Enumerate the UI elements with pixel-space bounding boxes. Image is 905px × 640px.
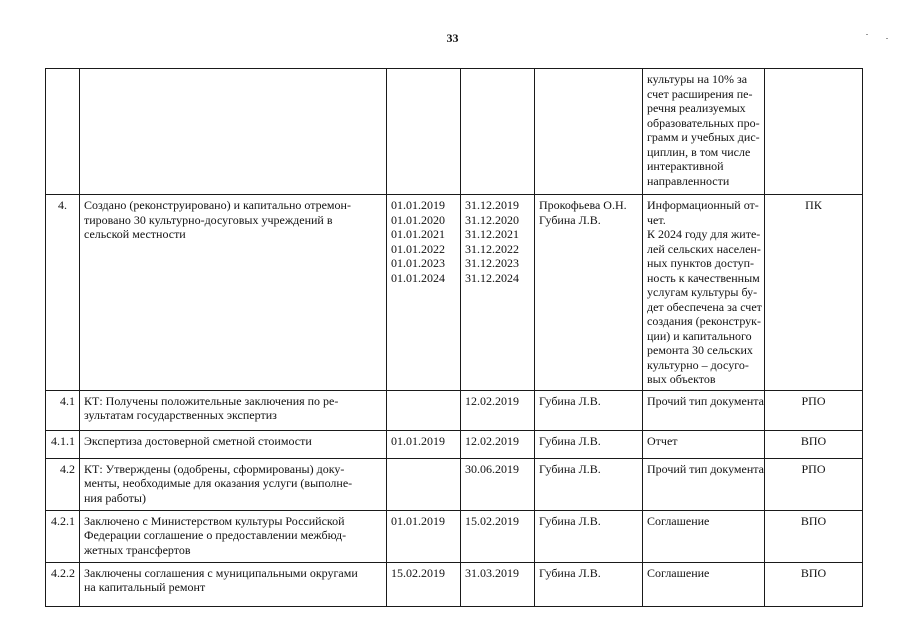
result-description-line: ных пунктов доступ- — [647, 256, 754, 270]
responsible-cell — [535, 390, 643, 430]
result-description-line: услугам культуры бу- — [647, 285, 758, 299]
item-name-cell — [80, 430, 387, 458]
result-description-line: вых объектов — [647, 372, 716, 386]
item-number-cell — [46, 69, 80, 195]
plan-table — [45, 68, 863, 607]
result-description-line: культурно – досуго- — [647, 357, 749, 372]
end-date-line: 31.12.2022 — [465, 241, 519, 256]
item-number-cell: 4.2.1 — [46, 510, 80, 562]
start-date-cell — [387, 562, 461, 606]
result-description-line: речня реализуемых — [647, 101, 746, 115]
table-row — [46, 430, 863, 458]
item-name-line: Заключены соглашения с муниципальными округами — [84, 565, 358, 580]
item-number-cell: 4.2 — [46, 458, 80, 510]
end-date-cell — [461, 69, 535, 195]
start-date-cell — [387, 69, 461, 195]
end-date-line: 31.03.2019 — [465, 565, 519, 580]
result-description-line: интерактивной — [647, 159, 724, 173]
result-description-line: грамм и учебных дис- — [647, 130, 760, 144]
item-name-line: сельской местности — [84, 227, 186, 241]
end-date-cell — [461, 510, 535, 562]
control-level-cell: ВПО — [765, 510, 863, 562]
end-date-line: 31.12.2019 — [465, 198, 519, 212]
item-name-cell — [80, 458, 387, 510]
responsible-line: Губина Л.В. — [539, 433, 601, 448]
item-name-line: Создано (реконструировано) и капитально отремон- — [84, 198, 351, 212]
table-row — [46, 458, 863, 510]
item-number-cell: 4.1 — [46, 390, 80, 430]
result-description-line: образовательных про- — [647, 115, 760, 130]
start-date-line: 01.01.2019 — [391, 513, 445, 528]
end-date-cell — [461, 458, 535, 510]
item-name-cell — [80, 69, 387, 195]
result-description-cell — [643, 562, 765, 606]
end-date-line: 31.12.2021 — [465, 227, 519, 241]
end-date-line: 12.02.2019 — [465, 393, 519, 408]
result-description-line: Соглашение — [647, 513, 710, 528]
start-date-line: 15.02.2019 — [391, 565, 445, 580]
responsible-cell — [535, 458, 643, 510]
responsible-cell — [535, 69, 643, 195]
result-description-line: чет. — [647, 212, 666, 227]
item-name-line: жетных трансфертов — [84, 542, 191, 557]
item-name-line: ния работы) — [84, 490, 146, 505]
control-level-cell: РПО — [765, 390, 863, 430]
result-description-cell — [643, 510, 765, 562]
item-name-line: КТ: Получены положительные заключения по ре- — [84, 393, 339, 408]
control-level-cell: ВПО — [765, 430, 863, 458]
result-description-line: Отчет — [647, 433, 678, 448]
item-name-line: менты, необходимые для оказания услуги (выполне- — [84, 476, 353, 490]
item-name-line: Экспертиза достоверной сметной стоимости — [84, 433, 312, 448]
result-description-line: циплин, в том числе — [647, 144, 751, 159]
result-description-cell — [643, 195, 765, 391]
responsible-line: Губина Л.В. — [539, 565, 601, 580]
item-name-line: на капитальный ремонт — [84, 580, 206, 594]
end-date-line: 31.12.2023 — [465, 256, 519, 270]
result-description-line: Прочий тип документа — [647, 393, 764, 408]
result-description-line: Прочий тип документа — [647, 461, 764, 476]
result-description-line: ность к качественным — [647, 270, 760, 285]
item-name-cell — [80, 195, 387, 391]
table-row — [46, 390, 863, 430]
end-date-cell — [461, 390, 535, 430]
end-date-line: 30.06.2019 — [465, 461, 519, 476]
result-description-line: ремонта 30 сельских — [647, 343, 753, 357]
result-description-line: создания (реконструк- — [647, 314, 761, 328]
responsible-line: Губина Л.В. — [539, 212, 601, 227]
control-level-cell — [765, 69, 863, 195]
item-name-cell — [80, 390, 387, 430]
page-number: 33 — [446, 31, 459, 45]
start-date-line: 01.01.2020 — [391, 212, 445, 227]
item-name-line: тировано 30 культурно-досуговых учреждений в — [84, 212, 333, 227]
item-name-line: Заключено с Министерством культуры Российской — [84, 513, 345, 528]
item-name-cell — [80, 510, 387, 562]
item-number-cell: 4. — [46, 195, 80, 391]
scan-speck — [886, 38, 888, 39]
start-date-cell — [387, 510, 461, 562]
end-date-line: 15.02.2019 — [465, 513, 519, 528]
item-name-line: Федерации соглашение о предоставлении межбюд- — [84, 528, 347, 542]
result-description-line: культуры на 10% за — [647, 72, 748, 86]
end-date-line: 12.02.2019 — [465, 433, 519, 448]
result-description-line: Соглашение — [647, 565, 710, 580]
result-description-line: направленности — [647, 173, 730, 188]
responsible-cell — [535, 195, 643, 391]
result-description-line: счет расширения пе- — [647, 86, 753, 101]
responsible-line: Губина Л.В. — [539, 461, 601, 476]
start-date-line: 01.01.2021 — [391, 227, 445, 241]
result-description-line: дет обеспечена за счет — [647, 299, 762, 314]
start-date-line: 01.01.2019 — [391, 198, 445, 212]
start-date-cell — [387, 430, 461, 458]
result-description-line: К 2024 году для жите- — [647, 227, 761, 241]
result-description-cell — [643, 69, 765, 195]
result-description-line: Информационный от- — [647, 198, 759, 212]
control-level-cell: ВПО — [765, 562, 863, 606]
responsible-line: Прокофьева О.Н. — [539, 198, 627, 212]
start-date-line: 01.01.2022 — [391, 241, 445, 256]
responsible-line: Губина Л.В. — [539, 393, 601, 408]
start-date-cell — [387, 195, 461, 391]
start-date-line: 01.01.2023 — [391, 256, 445, 270]
end-date-line: 31.12.2024 — [465, 270, 519, 285]
responsible-line: Губина Л.В. — [539, 513, 601, 528]
item-name-line: КТ: Утверждены (одобрены, сформированы) доку- — [84, 461, 345, 476]
table-row — [46, 562, 863, 606]
item-number-cell: 4.2.2 — [46, 562, 80, 606]
item-name-cell — [80, 562, 387, 606]
result-description-cell — [643, 458, 765, 510]
start-date-line: 01.01.2019 — [391, 433, 445, 448]
scan-speck — [866, 34, 868, 35]
item-name-line: зультатам государственных экспертиз — [84, 408, 277, 422]
item-number-cell: 4.1.1 — [46, 430, 80, 458]
control-level-cell: ПК — [765, 195, 863, 391]
start-date-cell — [387, 390, 461, 430]
end-date-cell — [461, 430, 535, 458]
control-level-cell: РПО — [765, 458, 863, 510]
result-description-cell — [643, 430, 765, 458]
table-row — [46, 510, 863, 562]
result-description-line: ции) и капитального — [647, 328, 752, 343]
result-description-cell — [643, 390, 765, 430]
end-date-line: 31.12.2020 — [465, 212, 519, 227]
result-description-line: лей сельских населен- — [647, 241, 761, 256]
table-row — [46, 195, 863, 391]
start-date-line: 01.01.2024 — [391, 270, 445, 285]
end-date-cell — [461, 195, 535, 391]
table-row — [46, 69, 863, 195]
responsible-cell — [535, 510, 643, 562]
responsible-cell — [535, 430, 643, 458]
responsible-cell — [535, 562, 643, 606]
end-date-cell — [461, 562, 535, 606]
start-date-cell — [387, 458, 461, 510]
